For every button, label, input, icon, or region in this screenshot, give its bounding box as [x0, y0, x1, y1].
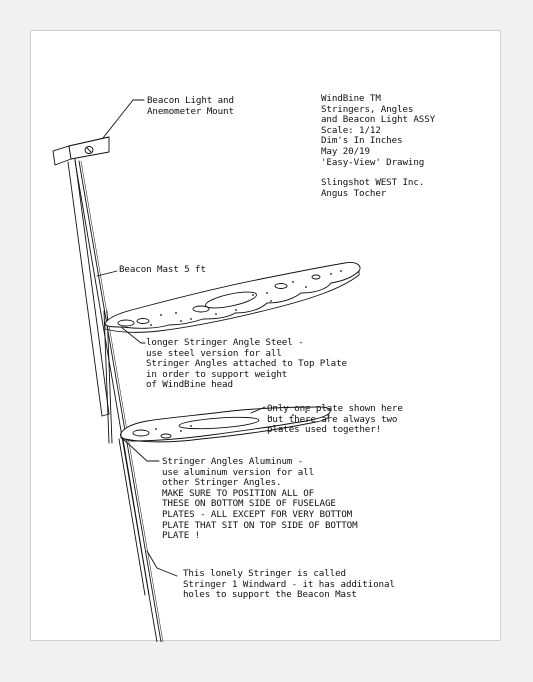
label-steel-stringer-angle: longer Stringer Angle Steel - use steel version for all Stringer Angles attached to Top Plate in order to support weight of WindBine head [146, 337, 347, 391]
label-beacon-mount: Beacon Light and Anemometer Mount [147, 95, 234, 117]
label-beacon-mast: Beacon Mast 5 ft [119, 264, 206, 275]
steel-stringer-angle [104, 311, 112, 443]
drawing-sheet [30, 30, 501, 641]
title-line: Stringers, Angles [321, 103, 414, 115]
label-aluminum-stringer-angle: Stringer Angles Aluminum - use aluminum version for all other Stringer Angles. MAKE SURE TO POSITION ALL OF THESE ON BOTTOM SIDE OF FUSELAGE PLATES - ALL EXCEPT FOR VERY BOTTOM PLATE THAT SIT ON TOP SIDE OF BOTTOM PLATE ! [162, 456, 358, 542]
title-line: WindBine TM [321, 93, 381, 104]
label-plate-note: Only one plate shown here but there are always two plates used together! [267, 403, 403, 436]
label-lonely-stringer: This lonely Stringer is called Stringer 1 Windward - it has additional holes to support the Beacon Mast [183, 568, 395, 601]
stringer-1-windward [75, 161, 163, 642]
aluminum-stringer-angle [119, 439, 149, 595]
title-line: 'Easy-View' Drawing [321, 156, 425, 168]
title-line: Scale: 1/12 [321, 124, 381, 136]
beacon-mast [68, 159, 109, 416]
title-line: Dim's In Inches [321, 135, 403, 147]
author-name: Angus Tocher [321, 187, 387, 199]
title-block [321, 94, 435, 199]
title-line: May 20/19 [321, 145, 370, 157]
company-name: Slingshot WEST Inc. [321, 177, 425, 189]
title-line: and Beacon Light ASSY [321, 114, 436, 126]
